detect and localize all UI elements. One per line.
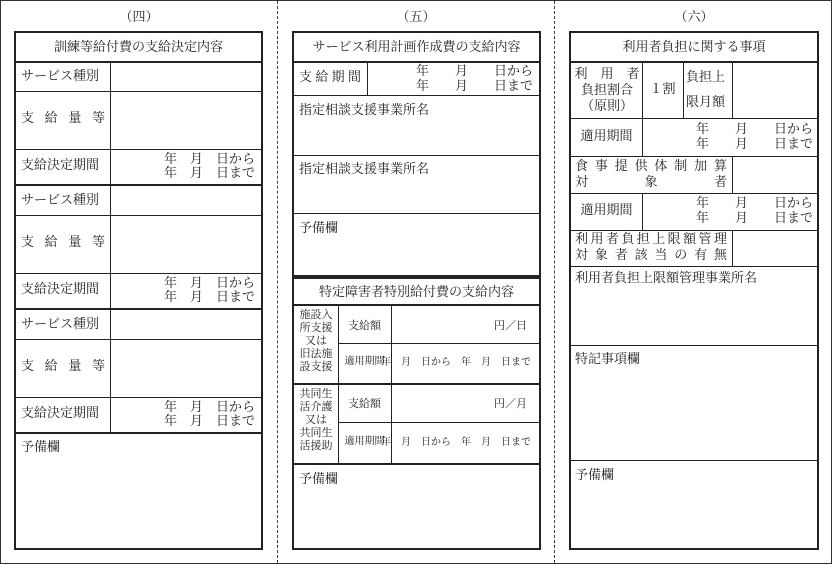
period-label-3: 支給決定期間 <box>21 406 100 421</box>
special-notes-label: 特記事項欄 <box>575 352 641 367</box>
facility-support-label: 施設入 所支援 又は 旧法施 設支援 <box>299 308 333 373</box>
rate-per-day: 円／日 <box>494 319 527 332</box>
apply-date-from-six-2: 年 月 日から <box>695 196 813 211</box>
apply-date-to-six-1: 年 月 日まで <box>695 137 813 152</box>
remarks-label-six: 予備欄 <box>575 468 615 483</box>
apply-dates-2: 年 月 日から 年 月 日まで <box>381 437 531 448</box>
date-to-1: 年 月 日まで <box>163 166 255 181</box>
section-title-four: （四） <box>119 10 159 25</box>
group-living-label: 共同生 活介護 又は 共同生 活援助 <box>299 387 333 452</box>
copayment-header: 利用者負担に関する事項 <box>622 40 766 55</box>
special-benefit-table <box>292 277 541 550</box>
amount-label-monthly: 支給額 <box>348 397 381 410</box>
remarks-label-five-1: 予備欄 <box>299 221 339 236</box>
meal-subsidy-label-line2: 対 象 者 <box>575 175 727 190</box>
meal-subsidy-label-line1: 食事提供体制加算 <box>575 159 727 174</box>
special-benefit-header: 特定障害者特別給付費の支給内容 <box>318 285 514 300</box>
amount-label-2: 支給量等 <box>21 235 105 250</box>
copayment-table <box>569 31 819 550</box>
section-title-six: （六） <box>674 10 714 25</box>
period-label-1: 支給決定期間 <box>21 158 100 173</box>
date-from-3: 年 月 日から <box>163 400 255 415</box>
apply-period-label-1: 適用期間 <box>344 356 385 367</box>
training-benefit-table <box>14 31 263 550</box>
copay-ratio-label: 利 用 者 負担割合 （原則） <box>574 67 640 114</box>
apply-period-label-six-2: 適用期間 <box>580 203 633 218</box>
section-title-five: （五） <box>396 10 436 25</box>
fold-line-2 <box>554 1 555 563</box>
period-label-2: 支給決定期間 <box>21 282 100 297</box>
copay-ratio-value: １割 <box>649 82 676 97</box>
payment-period-label: 支給期間 <box>299 70 361 85</box>
amount-label-3: 支給量等 <box>21 359 105 374</box>
apply-date-to-six-2: 年 月 日まで <box>695 211 813 226</box>
service-type-label-2: サービス種別 <box>21 193 100 208</box>
fold-line-1 <box>277 1 278 563</box>
remarks-label-five-2: 予備欄 <box>299 472 339 487</box>
service-type-label-1: サービス種別 <box>21 69 100 84</box>
limit-label-line2: 限月額 <box>686 95 726 110</box>
apply-dates-1: 年 月 日から 年 月 日まで <box>381 357 531 368</box>
payment-date-from: 年 月 日から <box>415 64 533 79</box>
consult-office-label-2: 指定相談支援事業所名 <box>299 162 430 177</box>
consult-office-label-1: 指定相談支援事業所名 <box>299 103 430 118</box>
remarks-label-four: 予備欄 <box>21 440 61 455</box>
apply-period-label-six-1: 適用期間 <box>580 129 633 144</box>
limit-label-line1: 負担上 <box>686 70 726 85</box>
amount-label-1: 支給量等 <box>21 111 105 126</box>
rate-per-month: 円／月 <box>494 397 527 410</box>
plan-fee-table <box>292 31 541 277</box>
limit-mgmt-office-label: 利用者負担上限額管理事業所名 <box>575 271 758 286</box>
amount-label-daily: 支給額 <box>348 319 381 332</box>
date-to-3: 年 月 日まで <box>163 414 255 429</box>
date-from-1: 年 月 日から <box>163 152 255 167</box>
training-benefit-header: 訓練等給付費の支給決定内容 <box>53 40 223 55</box>
plan-fee-header: サービス利用計画作成費の支給内容 <box>312 40 521 55</box>
apply-date-from-six-1: 年 月 日から <box>695 122 813 137</box>
payment-date-to: 年 月 日まで <box>415 79 533 94</box>
limit-mgmt-label-line2: 対象者該当の有無 <box>575 248 727 263</box>
date-from-2: 年 月 日から <box>163 276 255 291</box>
apply-period-label-2: 適用期間 <box>344 436 385 447</box>
limit-mgmt-label-line1: 利用者負担上限額管理 <box>575 232 727 247</box>
date-to-2: 年 月 日まで <box>163 290 255 305</box>
service-type-label-3: サービス種別 <box>21 317 100 332</box>
